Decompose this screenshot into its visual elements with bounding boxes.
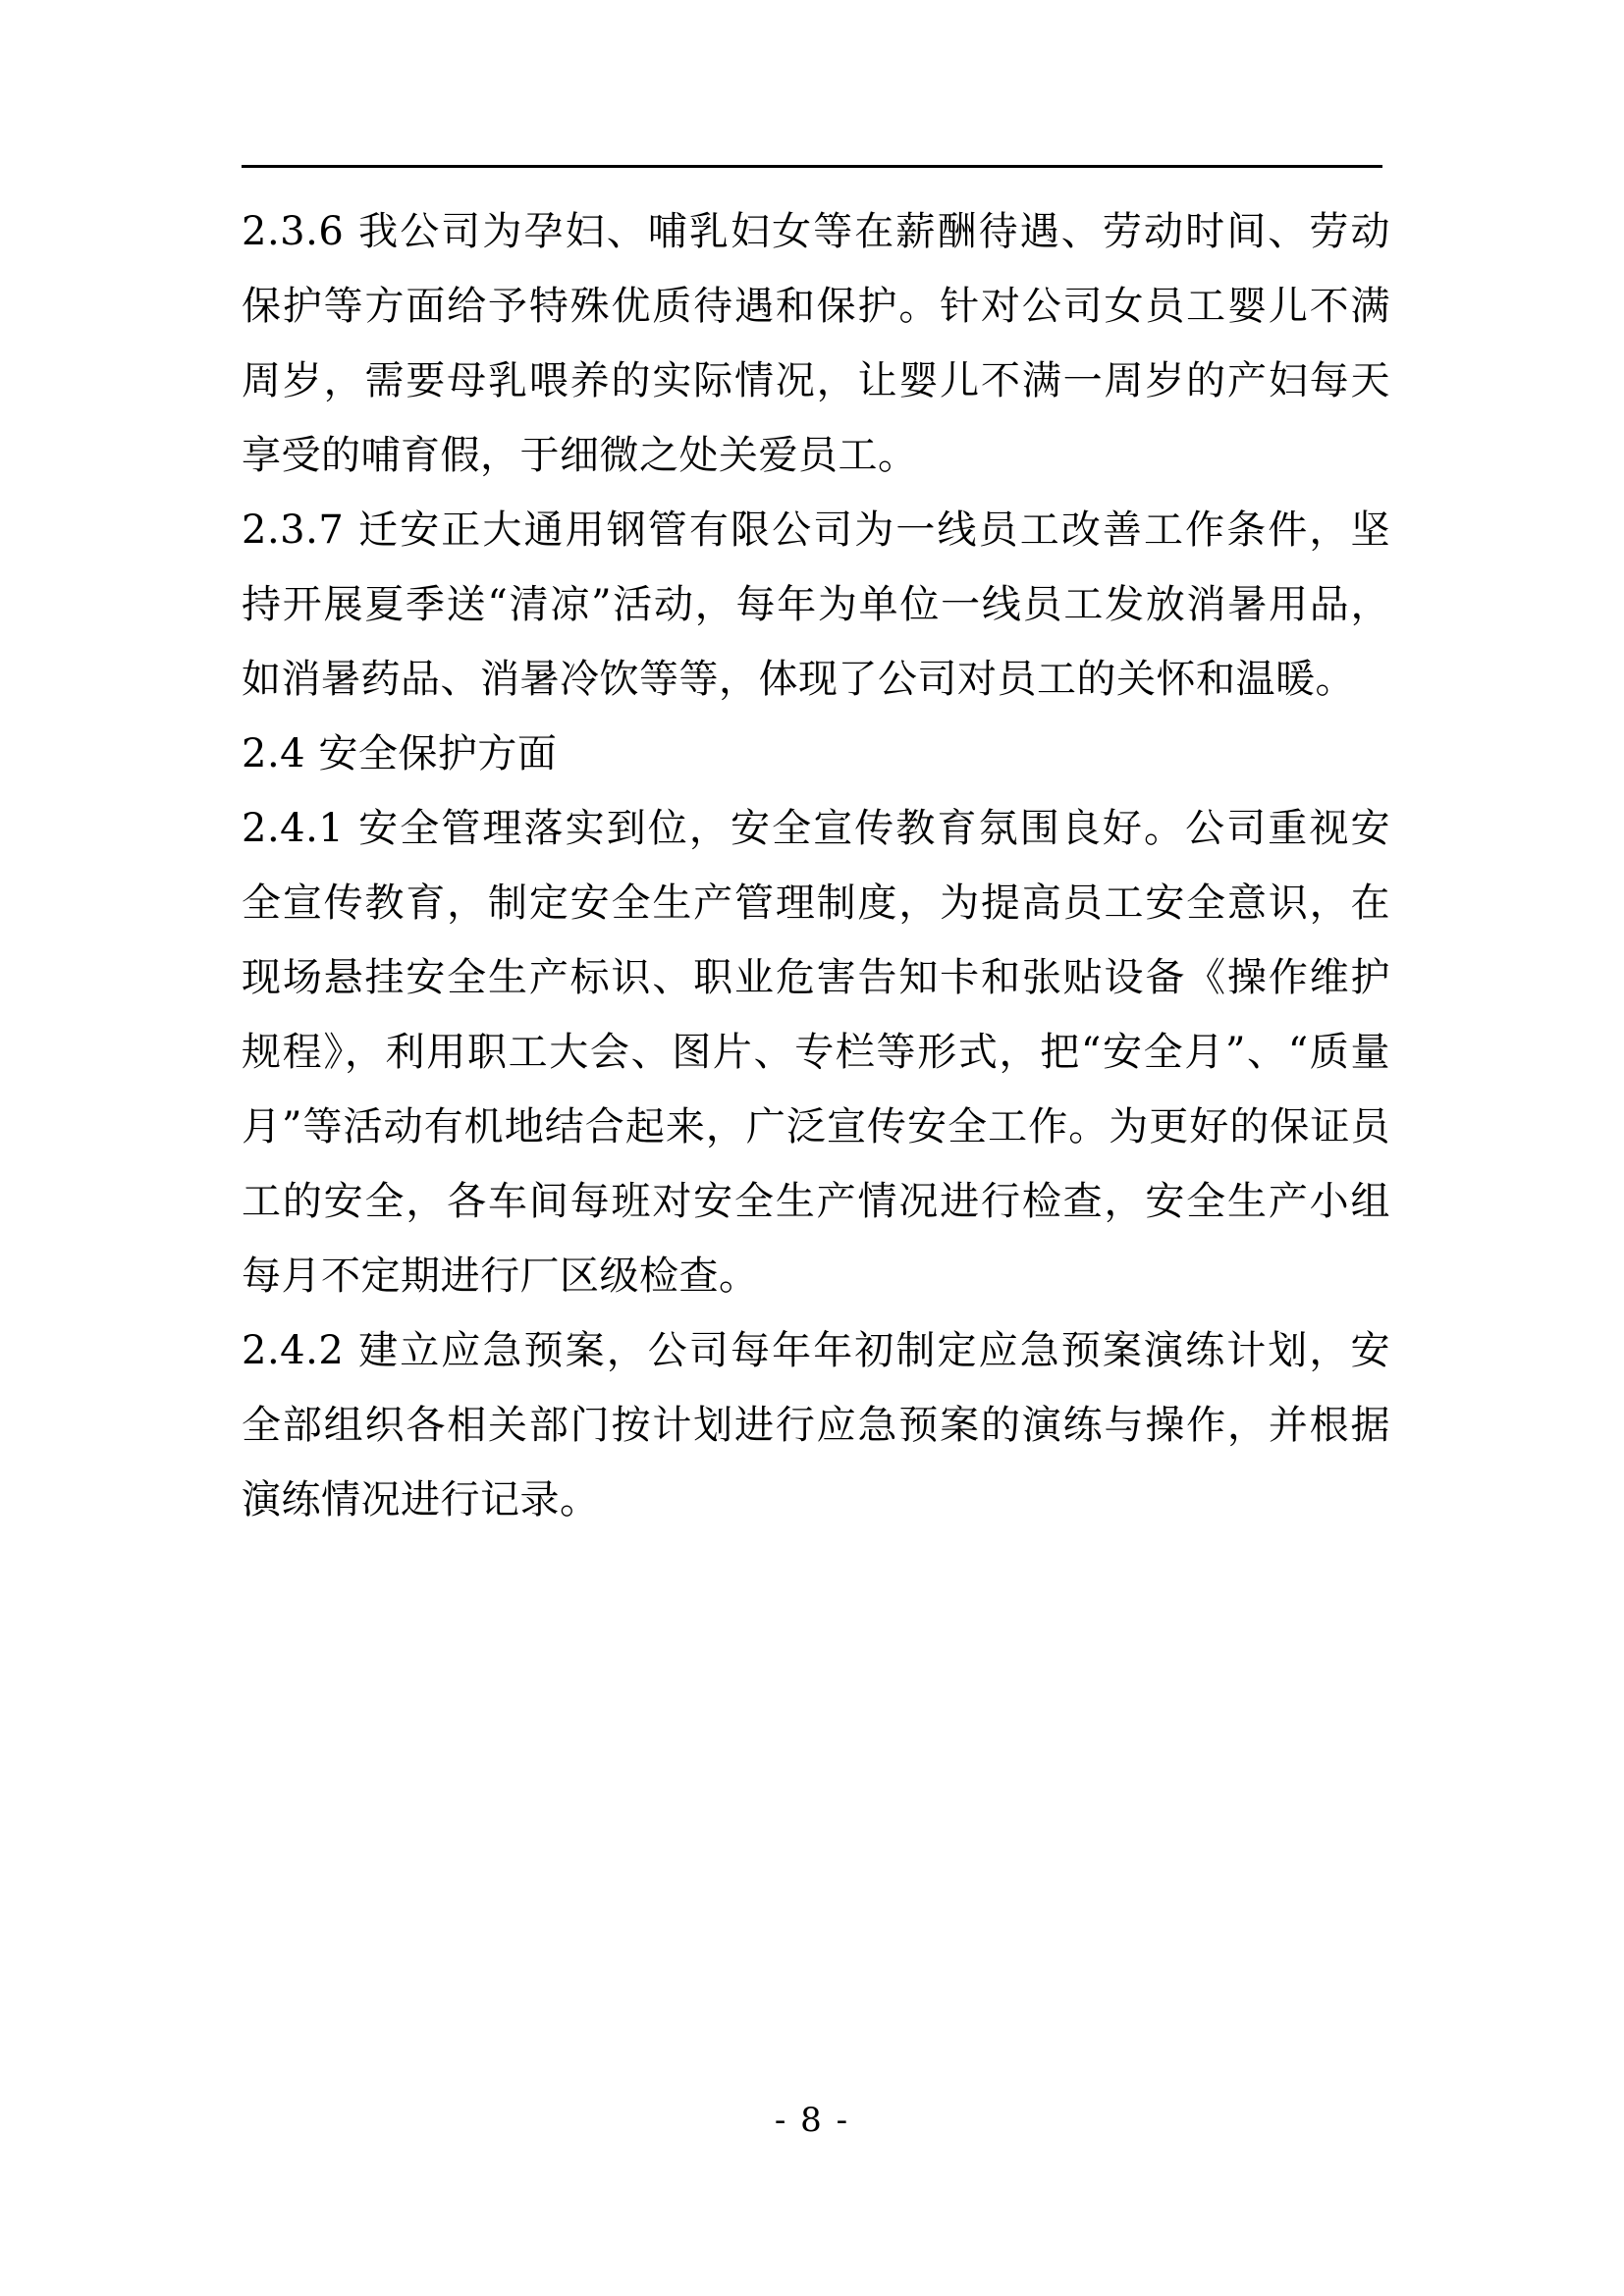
header-divider bbox=[242, 165, 1382, 168]
document-body bbox=[242, 194, 1390, 1537]
paragraph-2-4-2: 2.4.2 建立应急预案，公司每年年初制定应急预案演练计划，安全部组织各相关部门按计划进行应急预案的演练与操作，并根据演练情况进行记录。 bbox=[242, 1328, 1390, 1522]
heading-2-4: 2.4 安全保护方面 bbox=[242, 731, 558, 776]
paragraph-2-3-7: 2.3.7 迁安正大通用钢管有限公司为一线员工改善工作条件，坚持开展夏季送“清凉”活动，每年为单位一线员工发放消暑用品，如消暑药品、消暑冷饮等等，体现了公司对员工的关怀和温暖。 bbox=[242, 507, 1390, 702]
paragraph-2-3-6: 2.3.6 我公司为孕妇、哺乳妇女等在薪酬待遇、劳动时间、劳动保护等方面给予特殊优质待遇和保护。针对公司女员工婴儿不满周岁，需要母乳喂养的实际情况，让婴儿不满一周岁的产妇每天享受的哺育假，于细微之处关爱员工。 bbox=[242, 209, 1390, 478]
paragraph-2-4-1: 2.4.1 安全管理落实到位，安全宣传教育氛围良好。公司重视安全宣传教育，制定安全生产管理制度，为提高员工安全意识，在现场悬挂安全生产标识、职业危害告知卡和张贴设备《操作维护规程》，利用职工大会、图片、专栏等形式，把“安全月”、“质量月”等活动有机地结合起来，广泛宣传安全工作。为更好的保证员工的安全，各车间每班对安全生产情况进行检查，安全生产小组每月不定期进行厂区级检查。 bbox=[242, 806, 1390, 1299]
page-number: - 8 - bbox=[774, 2101, 850, 2140]
